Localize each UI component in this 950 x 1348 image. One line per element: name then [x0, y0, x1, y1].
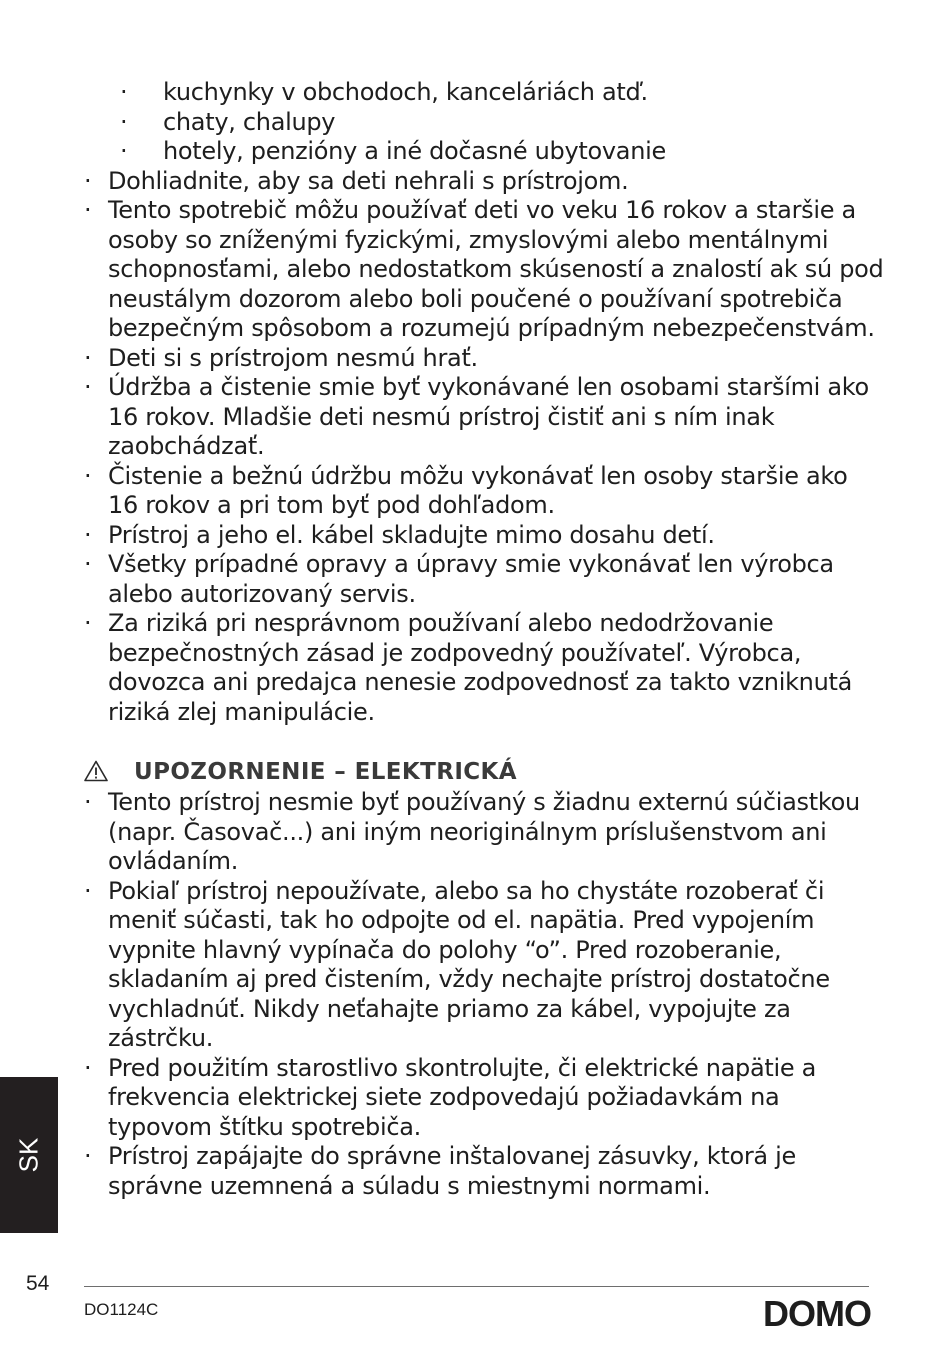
bullet-dot: ·: [84, 461, 92, 490]
electrical-bullet-list: [84, 788, 884, 1201]
bullet-dot: ·: [84, 1142, 92, 1170]
list-item: [84, 167, 884, 197]
bullet-dot: ·: [84, 343, 92, 372]
bullet-dot: ·: [120, 107, 128, 136]
language-tab-label: SK: [13, 1137, 44, 1173]
list-item: [84, 1142, 884, 1201]
list-item-text: Čistenie a bežnú údržbu môžu vykonávať len osoby staršie ako 16 rokov a pri tom byť pod dohľadom.: [108, 461, 848, 519]
list-item-text: kuchynky v obchodoch, kanceláriách atď.: [163, 78, 648, 106]
safety-bullet-list: [84, 167, 884, 728]
list-item-text: Tento prístroj nesmie byť používaný s žiadnu externú súčiastkou (napr. Časovač...) ani iným neoriginálnym príslušenstvom ani ovládaním.: [108, 788, 860, 875]
list-item-text: Všetky prípadné opravy a úpravy smie vykonávať len výrobca alebo autorizovaný servis.: [108, 550, 834, 608]
bullet-dot: ·: [84, 609, 92, 637]
electrical-warning-heading: [84, 758, 884, 788]
list-item: [84, 462, 884, 521]
list-item: [84, 196, 884, 344]
list-item: [84, 788, 884, 877]
list-item-text: Pred použitím starostlivo skontrolujte, či elektrické napätie a frekvencia elektrickej siete zodpovedajú požiadavkám na typovom štítku spotrebiča.: [108, 1053, 817, 1141]
list-item: [84, 344, 884, 374]
bullet-dot: ·: [84, 876, 92, 905]
document-body: [84, 78, 884, 1201]
list-item-text: Deti si s prístrojom nesmú hrať.: [108, 343, 478, 372]
list-item-text: hotely, penzióny a iné dočasné ubytovanie: [163, 137, 666, 165]
bullet-dot: ·: [84, 196, 92, 224]
list-item: [84, 550, 884, 609]
list-item: [84, 521, 884, 551]
model-code: DO1124C: [84, 1300, 159, 1319]
bullet-dot: ·: [84, 166, 92, 195]
bullet-dot: ·: [84, 788, 92, 816]
domo-logo: DOMO: [763, 1293, 871, 1334]
list-item-text: Dohliadnite, aby sa deti nehrali s prístrojom.: [108, 166, 629, 195]
bullet-dot: ·: [84, 373, 92, 401]
list-item: [84, 609, 884, 727]
language-tab: [0, 1077, 58, 1233]
warning-title: UPOZORNENIE – ELEKTRICKÁ: [134, 759, 517, 785]
list-item-text: Tento spotrebič môžu používať deti vo veku 16 rokov a staršie a osoby so zníženými fyzickými, zmyslovými alebo mentálnymi schopnosťami, alebo nedostatkom skúseností a znalostí ak sú pod neustálym dozorom alebo boli poučené o používaní spotrebiča bezpečným spôsobom a rozumejú prípadným nebezpečenstvám.: [108, 196, 884, 342]
list-item: [84, 108, 884, 138]
warning-triangle-icon: [84, 760, 108, 791]
list-item: [84, 1054, 884, 1143]
list-item-text: Za riziká pri nesprávnom používaní alebo nedodržovanie bezpečnostných zásad je zodpovedný používateľ. Výrobca, dovozca ani predajca nenesie zodpovednosť za takto vzniknutá riziká zlej manipulácie.: [108, 609, 853, 726]
footer-divider: [84, 1286, 869, 1287]
bullet-dot: ·: [84, 1053, 92, 1082]
list-item: [84, 78, 884, 108]
list-item: [84, 373, 884, 462]
page-number: 54: [26, 1272, 50, 1295]
list-item-text: Prístroj a jeho el. kábel skladujte mimo dosahu detí.: [108, 520, 715, 549]
list-item-text: Prístroj zapájajte do správne inštalovanej zásuvky, ktorá je správne uzemnená a súladu s miestnymi normami.: [108, 1142, 796, 1200]
list-item-text: Pokiaľ prístroj nepoužívate, alebo sa ho chystáte rozoberať či meniť súčasti, tak ho odpojte od el. napätia. Pred vypojením vypnite hlavný vypínača do polohy “o”. Pred rozoberanie, skladaním aj pred čistením, vždy nechajte prístroj dostatočne vychladnúť. Nikdy neťahajte priamo za kábel, vypojujte za zástrčku.: [108, 876, 830, 1052]
bullet-dot: ·: [120, 78, 128, 106]
list-item-text: Údržba a čistenie smie byť vykonávané len osobami staršími ako 16 rokov. Mladšie deti nesmú prístroj čistiť ani s ním inak zaobchádzať.: [108, 373, 869, 460]
list-item: [84, 877, 884, 1054]
list-item-text: chaty, chalupy: [163, 107, 336, 136]
bullet-dot: ·: [84, 550, 92, 578]
list-item: [84, 137, 884, 167]
bullet-dot: ·: [84, 520, 92, 549]
bullet-dot: ·: [120, 137, 128, 165]
sub-bullet-list: [84, 78, 884, 167]
